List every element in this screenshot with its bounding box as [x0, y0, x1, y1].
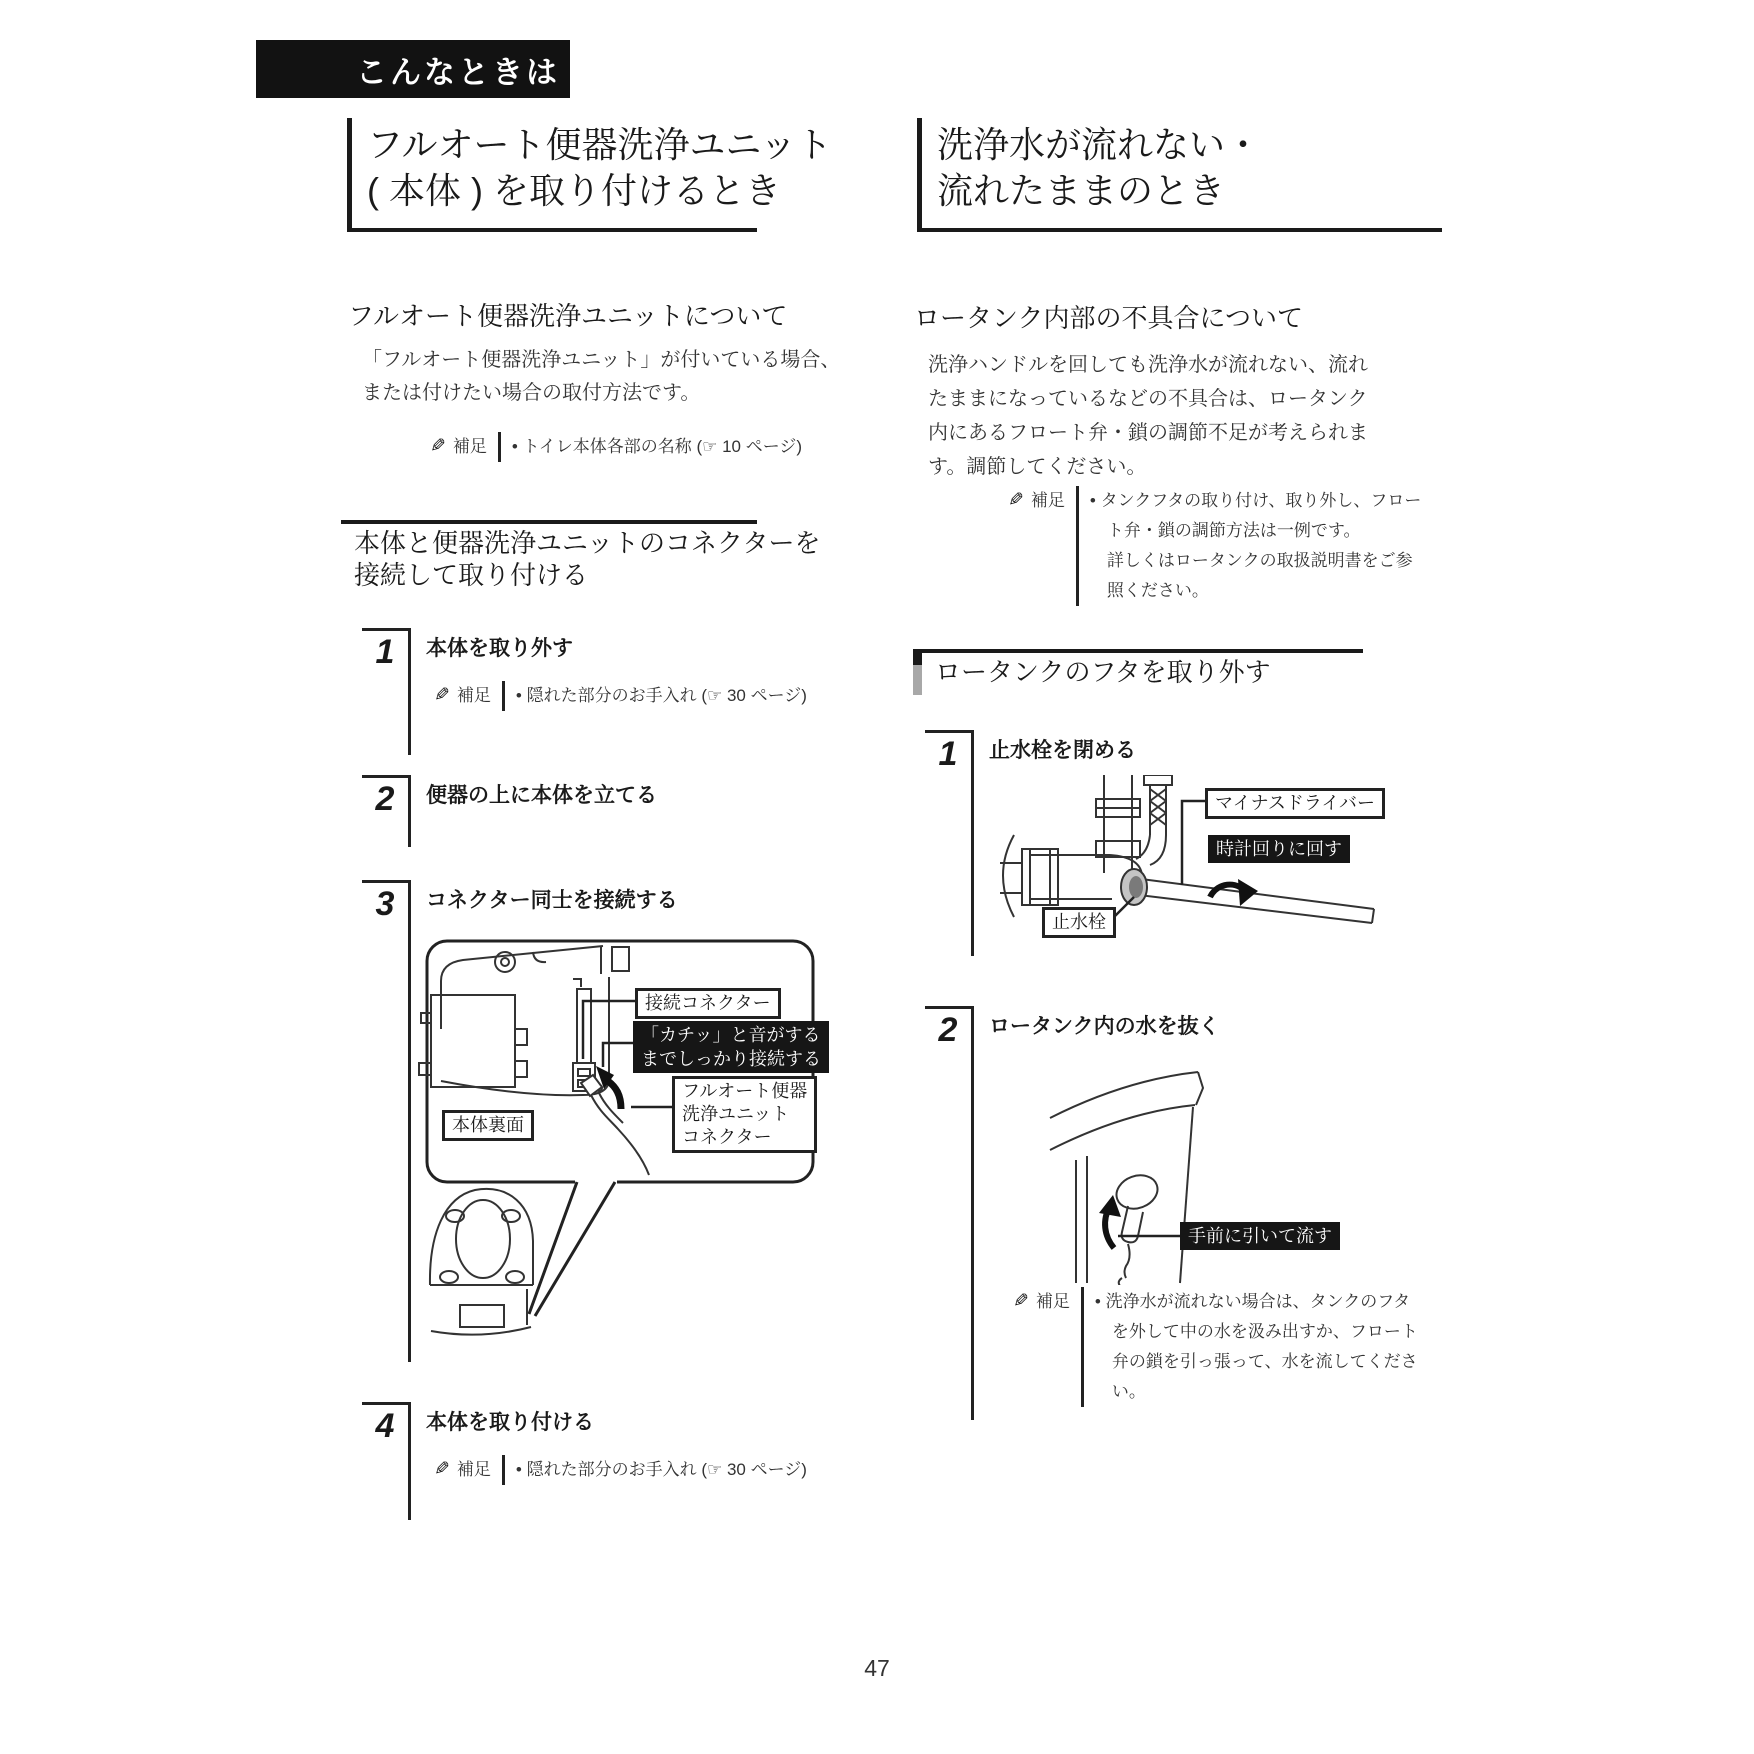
right-about-body-line3: 内にあるフロート弁・鎖の調節不足が考えられま [928, 422, 1368, 444]
left-about-note [430, 432, 802, 462]
right-about-heading: ロータンク内部の不具合について [914, 303, 1303, 333]
note-label: 補足 [1030, 491, 1065, 510]
note-text-line4: 照ください。 [1106, 581, 1209, 600]
note-label: 補足 [1035, 1292, 1070, 1311]
pencil-icon: ✎ [430, 436, 446, 457]
connector-diagram [415, 933, 821, 1365]
stop-valve-diagram [1000, 775, 1390, 965]
note-label: 補足 [456, 686, 491, 705]
unit-connector-line2: 洗浄ユニット [682, 1104, 790, 1124]
note-label: 補足 [452, 437, 487, 456]
page-number: 47 [864, 1655, 890, 1681]
step-number: 4 [362, 1402, 408, 1445]
connector-label-box: 接続コネクター [635, 988, 781, 1019]
step-label: 本体を取り付ける [426, 1411, 594, 1434]
note-text-line3: 詳しくはロータンクの取扱説明書をご参 [1106, 551, 1413, 570]
left-about-body-line2: または付けたい場合の取付方法です。 [362, 382, 701, 404]
right-column-title [917, 118, 1442, 232]
tank-flush-diagram [1040, 1050, 1360, 1285]
note-label: 補足 [456, 1460, 491, 1479]
right-step2-note [1013, 1287, 1418, 1407]
right-about-note [1008, 486, 1421, 606]
stop-valve-label-box: 止水栓 [1042, 907, 1116, 938]
right-procedure-heading-line1: ロータンクのフタを取り外す [935, 657, 1271, 687]
left-step4-note [434, 1455, 807, 1485]
pencil-icon: ✎ [1008, 490, 1024, 511]
click-note-line2: までしっかり接続する [641, 1049, 821, 1069]
unit-back-label-box: 本体裏面 [442, 1110, 534, 1141]
note-text-line2: を外して中の水を汲み出すか、フロート [1111, 1322, 1418, 1341]
pencil-icon: ✎ [434, 685, 450, 706]
left-about-body-line1: 「フルオート便器洗浄ユニット」が付いている場合、 [362, 349, 841, 371]
right-about-body-line2: たままになっているなどの不具合は、ロータンク [928, 388, 1368, 410]
note-text-line3: 弁の鎖を引っ張って、水を流してくださ [1111, 1352, 1418, 1371]
right-title-line1: 洗浄水が流れない・ [937, 124, 1262, 165]
click-note-box [633, 1021, 829, 1073]
step-number: 1 [925, 730, 971, 773]
left-step-2 [362, 775, 657, 847]
note-text-line1: • 洗浄水が流れない場合は、タンクのフタ [1094, 1292, 1411, 1311]
note-text: • 隠れた部分のお手入れ (☞ 30 ページ) [515, 686, 807, 705]
left-about-body [362, 344, 840, 410]
note-text: • 隠れた部分のお手入れ (☞ 30 ページ) [515, 1460, 807, 1479]
left-step-1 [362, 628, 807, 755]
unit-connector-line1: フルオート便器 [682, 1081, 808, 1101]
pull-to-flush-label-box: 手前に引いて流す [1180, 1222, 1340, 1250]
unit-connector-label-box [672, 1076, 817, 1153]
turn-clockwise-label-box: 時計回りに回す [1208, 835, 1350, 863]
right-about-body-line4: す。調節してください。 [928, 456, 1147, 478]
step-label: 本体を取り外す [426, 637, 573, 660]
left-step-4 [362, 1402, 807, 1520]
right-procedure-heading [913, 649, 1363, 695]
section-badge [256, 40, 570, 98]
right-about-body [928, 348, 1368, 484]
step-label: ロータンク内の水を抜く [989, 1015, 1220, 1038]
step-label: 便器の上に本体を立てる [426, 784, 657, 807]
left-column-title [347, 118, 833, 232]
section-badge-label: こんなときは [356, 54, 560, 90]
note-text-line2: ト弁・鎖の調節方法は一例です。 [1106, 521, 1361, 540]
step-number: 2 [362, 775, 408, 818]
flathead-driver-label-box: マイナスドライバー [1205, 788, 1385, 819]
step-number: 3 [362, 880, 408, 923]
step-label: 止水栓を閉める [989, 739, 1136, 762]
note-text-line4: い。 [1111, 1382, 1146, 1401]
step-number: 2 [925, 1006, 971, 1049]
pencil-icon: ✎ [434, 1459, 450, 1480]
step-label: コネクター同士を接続する [426, 889, 678, 912]
note-text: • トイレ本体各部の名称 (☞ 10 ページ) [511, 437, 803, 456]
right-title-line2: 流れたままのとき [937, 170, 1226, 211]
left-step1-note [434, 681, 807, 711]
pencil-icon: ✎ [1013, 1291, 1029, 1312]
unit-connector-line3: コネクター [682, 1127, 772, 1147]
left-title-line2: ( 本体 ) を取り付けるとき [367, 170, 781, 211]
left-procedure-heading [341, 520, 821, 598]
left-procedure-heading-line1: 本体と便器洗浄ユニットのコネクターを [354, 528, 821, 558]
subsection-bar [913, 653, 922, 695]
right-about-body-line1: 洗浄ハンドルを回しても洗浄水が流れない、流れ [928, 354, 1368, 376]
left-about-heading: フルオート便器洗浄ユニットについて [348, 301, 788, 331]
left-procedure-heading-line2: 接続して取り付ける [354, 560, 589, 590]
click-note-line1: 「カチッ」と音がする [641, 1025, 821, 1045]
left-title-line1: フルオート便器洗浄ユニット [367, 124, 833, 165]
step-number: 1 [362, 628, 408, 671]
note-text-line1: • タンクフタの取り付け、取り外し、フロー [1089, 491, 1422, 510]
